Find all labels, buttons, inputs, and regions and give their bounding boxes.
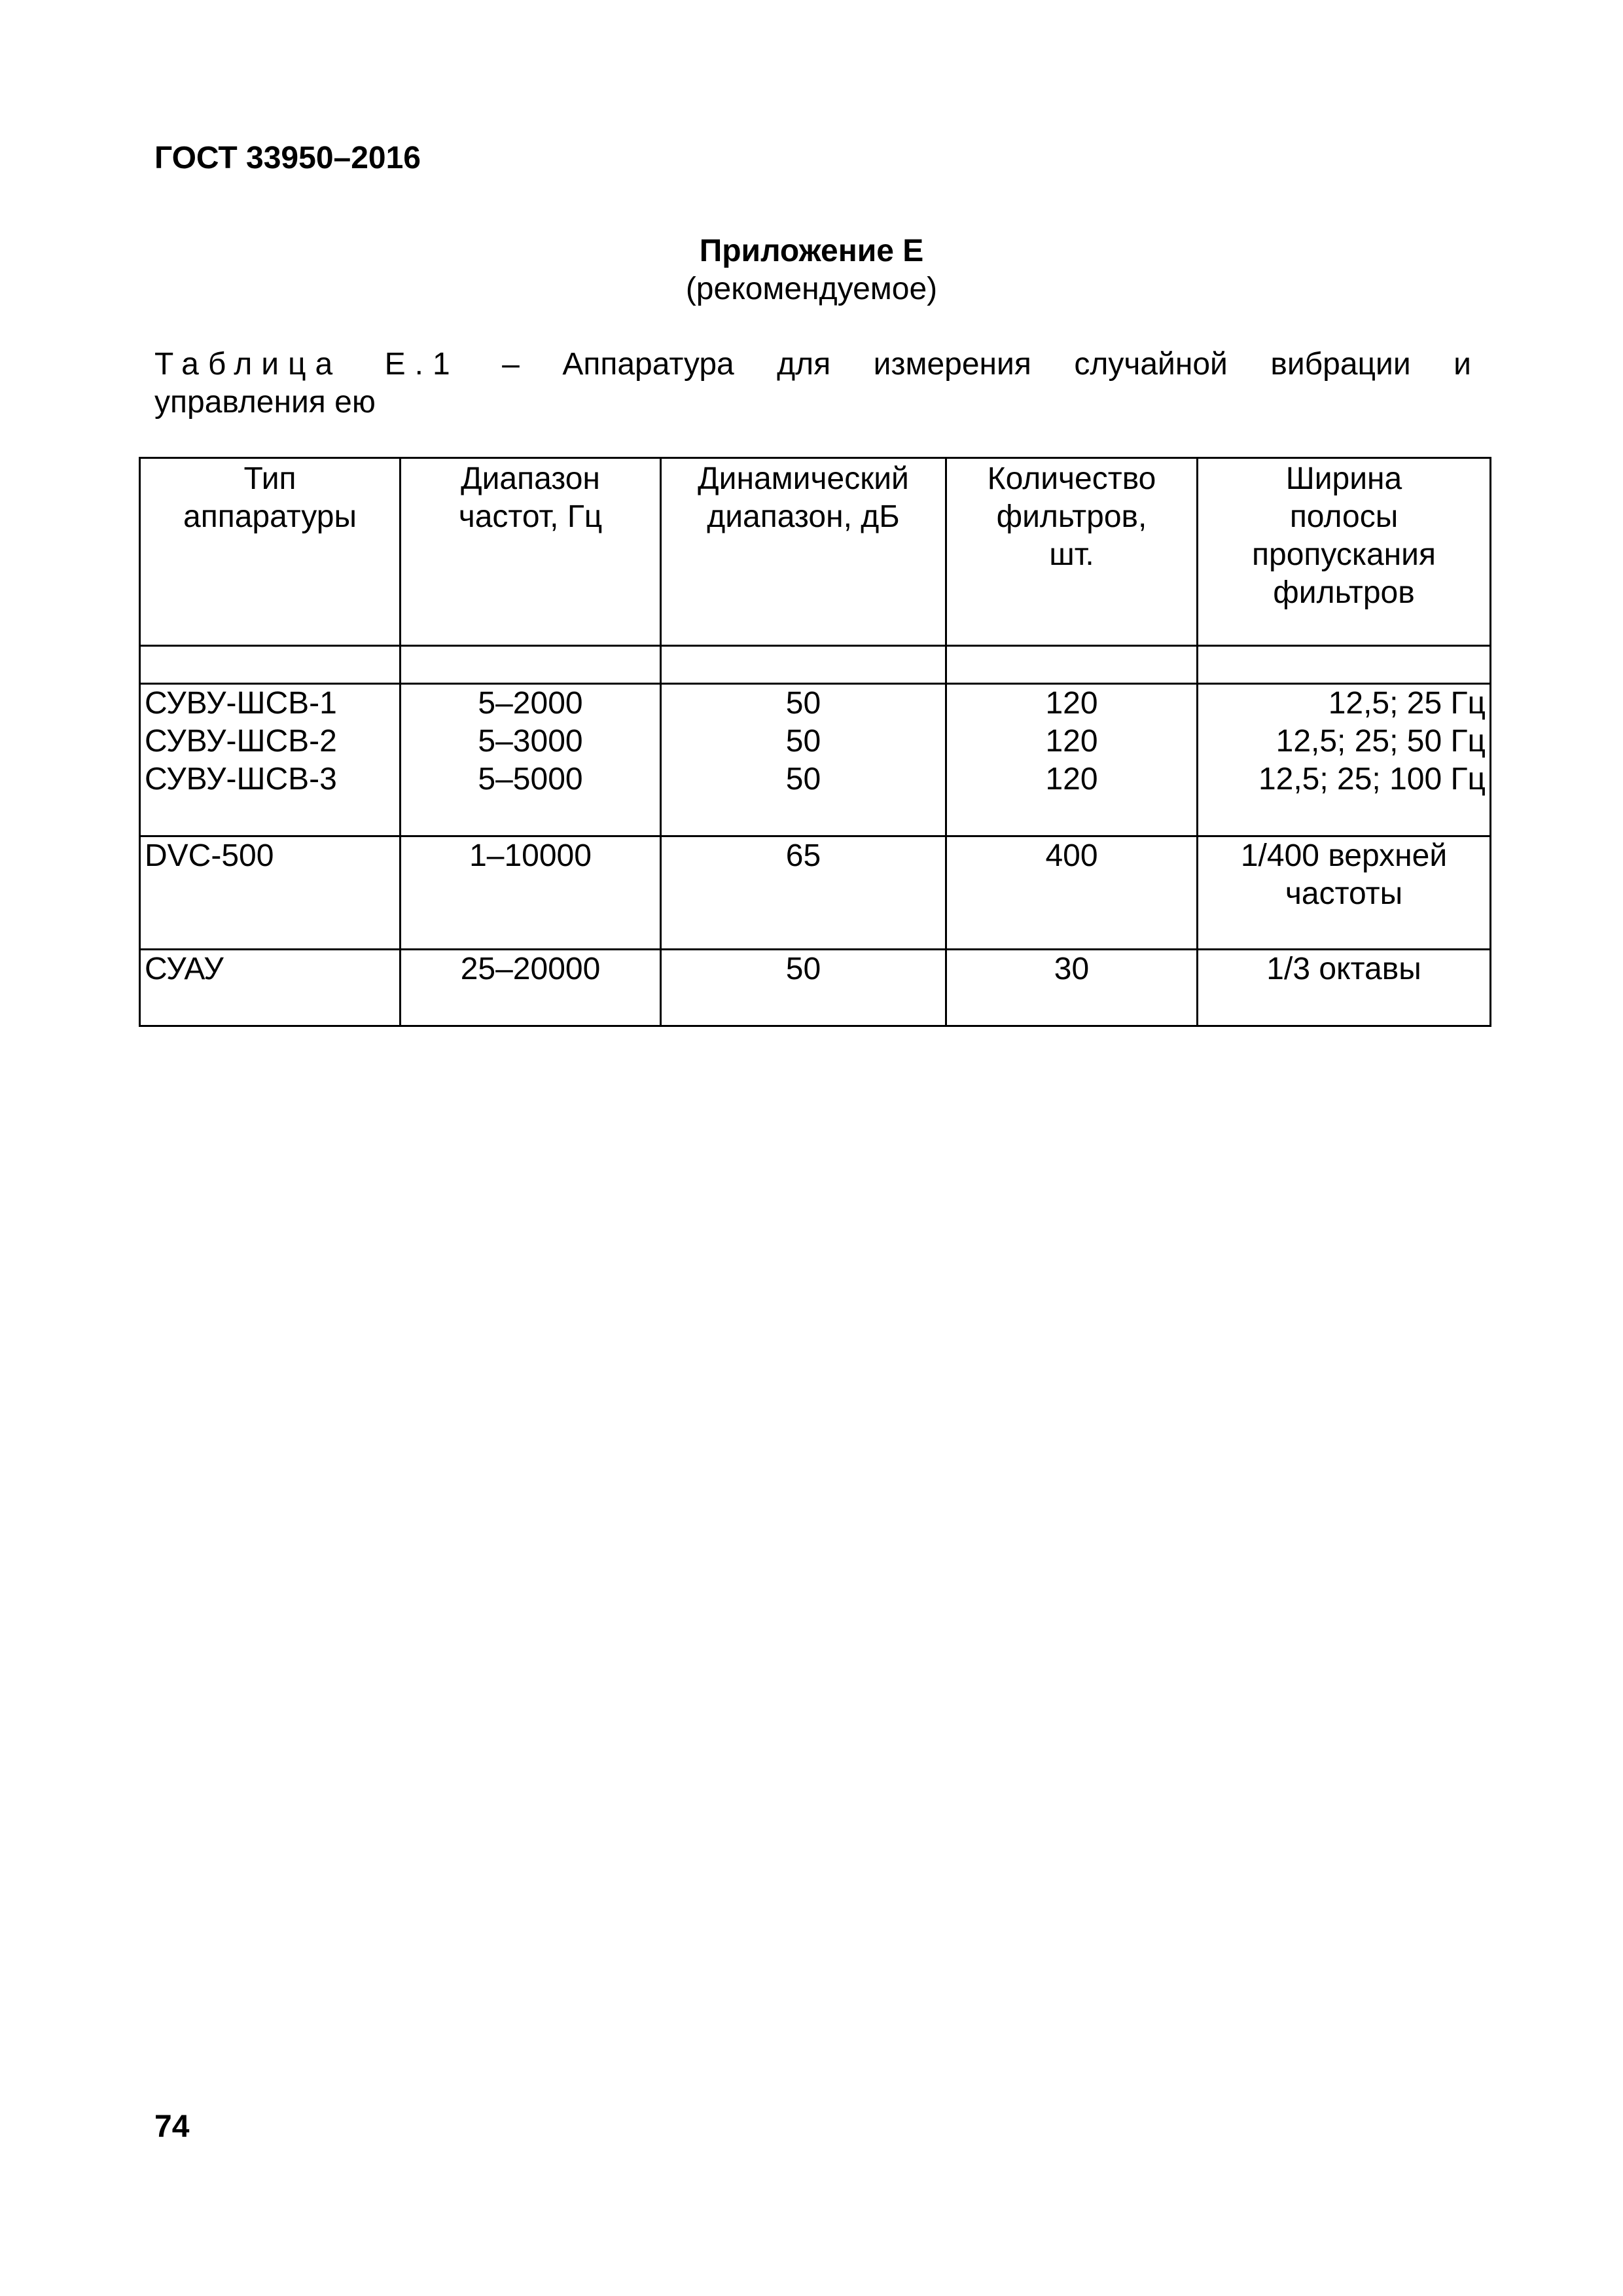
- page-number: 74: [154, 2109, 190, 2144]
- header-frequency-range: Диапазон частот, Гц: [401, 458, 661, 646]
- header-filter-bandwidth: Ширина полосы пропускания фильтров: [1198, 458, 1491, 646]
- cell-frequency-range: 5–2000 5–3000 5–5000: [401, 684, 661, 836]
- cell-equipment-type: СУАУ: [140, 950, 401, 1026]
- document-standard-header: ГОСТ 33950–2016: [154, 141, 421, 175]
- cell-frequency-range: 1–10000: [401, 836, 661, 950]
- cell-filter-bandwidth: 1/400 верхней частоты: [1198, 836, 1491, 950]
- table-caption-word: вибрации: [1270, 347, 1411, 382]
- table-caption-dash: –: [502, 347, 520, 382]
- equipment-table: [139, 457, 1491, 1027]
- cell-dynamic-range: 50: [661, 950, 946, 1026]
- cell-equipment-type: DVC-500: [140, 836, 401, 950]
- table-caption-word: случайной: [1074, 347, 1228, 382]
- table-cell: [1198, 646, 1491, 684]
- table-header-row: [140, 458, 1491, 646]
- cell-dynamic-range: 65: [661, 836, 946, 950]
- table-row: [140, 836, 1491, 950]
- table-caption-word: для: [777, 347, 831, 382]
- header-dynamic-range: Динамический диапазон, дБ: [661, 458, 946, 646]
- cell-filter-count: 120 120 120: [946, 684, 1198, 836]
- table-caption-label: Таблица: [154, 347, 342, 382]
- appendix-subtitle: (рекомендуемое): [685, 272, 938, 306]
- table-cell: [401, 646, 661, 684]
- cell-filter-count: 30: [946, 950, 1198, 1026]
- table-row: [140, 950, 1491, 1026]
- cell-dynamic-range: 50 50 50: [661, 684, 946, 836]
- table-caption: [154, 346, 1471, 422]
- table-caption-word: измерения: [873, 347, 1031, 382]
- cell-equipment-type: СУВУ-ШСВ-1 СУВУ-ШСВ-2 СУВУ-ШСВ-3: [140, 684, 401, 836]
- table-caption-line-1: [154, 346, 1471, 384]
- table-caption-number: Е.1: [384, 347, 459, 382]
- header-filter-count: Количество фильтров, шт.: [946, 458, 1198, 646]
- table-cell: [661, 646, 946, 684]
- table-caption-word: Аппаратура: [562, 347, 734, 382]
- table-cell: [140, 646, 401, 684]
- cell-frequency-range: 25–20000: [401, 950, 661, 1026]
- cell-filter-count: 400: [946, 836, 1198, 950]
- cell-filter-bandwidth: 1/3 октавы: [1198, 950, 1491, 1026]
- table-caption-line-2: управления ею: [154, 385, 376, 420]
- header-equipment-type: Тип аппаратуры: [140, 458, 401, 646]
- table-caption-word: и: [1454, 347, 1471, 382]
- cell-filter-bandwidth: 12,5; 25 Гц 12,5; 25; 50 Гц 12,5; 25; 100 Гц: [1198, 684, 1491, 836]
- appendix-title: Приложение Е: [699, 234, 924, 268]
- table-cell: [946, 646, 1198, 684]
- table-numbering-row: [140, 646, 1491, 684]
- table-row: [140, 684, 1491, 836]
